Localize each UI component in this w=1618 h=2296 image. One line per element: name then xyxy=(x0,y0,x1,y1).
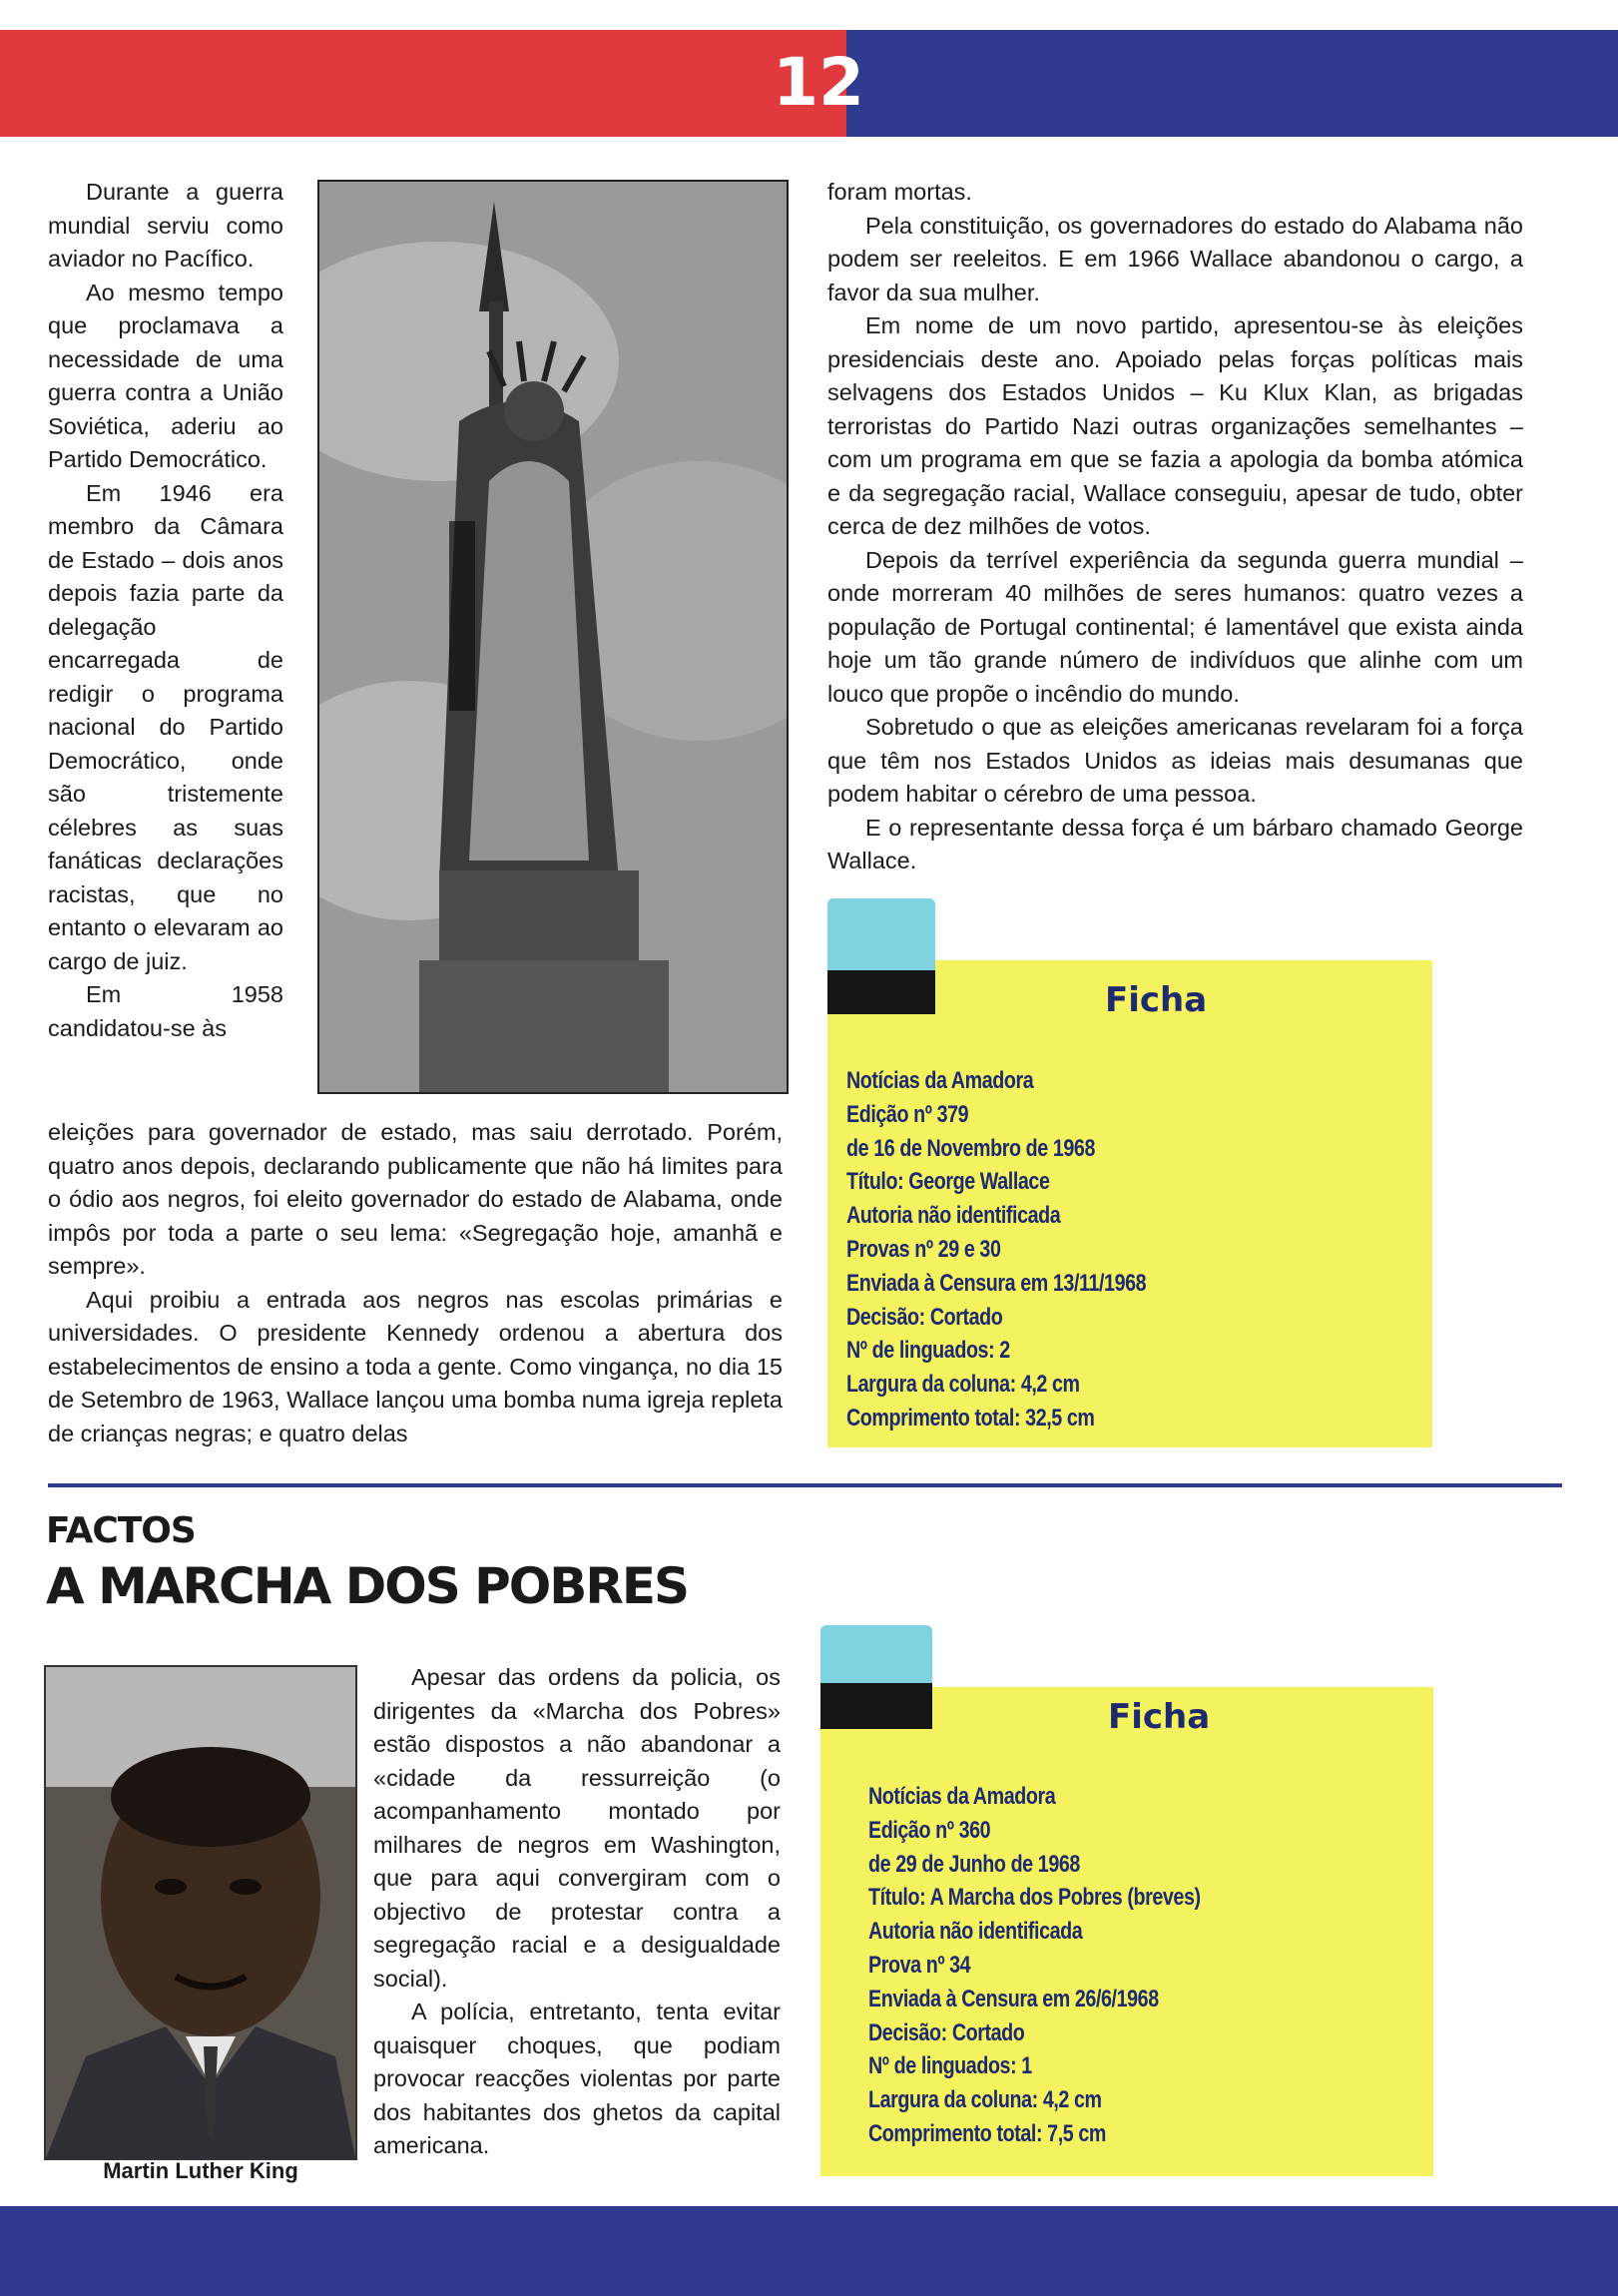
ficha-line: Comprimento total: 7,5 cm xyxy=(868,2119,1106,2147)
ficha-line: Nº de linguados: 2 xyxy=(846,1337,1010,1365)
ficha-line: Nº de linguados: 1 xyxy=(868,2052,1032,2080)
marcha-article-column xyxy=(373,1661,781,2163)
paragraph: Aqui proibiu a entrada aos negros nas escolas primárias e universidades. O presidente Kennedy ordenou a abertura dos estabelecimentos de ensino a toda a gente. Como vingança, no dia 15 de Setembro de 1963, Wallace lançou uma bomba numa igreja repleta de crianças negras; e quatro delas xyxy=(48,1286,783,1446)
ficha-details xyxy=(846,1064,1212,1435)
article-right-column xyxy=(827,176,1523,878)
header-bar-red xyxy=(0,30,846,137)
paragraph: foram mortas. xyxy=(827,179,972,205)
ficha-line: Autoria não identificada xyxy=(868,1918,1083,1946)
ficha-line: Comprimento total: 32,5 cm xyxy=(846,1404,1095,1432)
section-label: FACTOS xyxy=(46,1510,196,1551)
article-wide-column xyxy=(48,1116,783,1450)
page-number: 12 xyxy=(773,44,864,121)
footer-bar xyxy=(0,2206,1618,2296)
ficha-line: Largura da coluna: 4,2 cm xyxy=(868,2086,1102,2114)
article-narrow-column xyxy=(48,176,283,1045)
ficha-line: Título: A Marcha dos Pobres (breves) xyxy=(868,1884,1201,1912)
ficha-tab-black xyxy=(820,1683,932,1729)
ficha-tab-black xyxy=(827,970,935,1014)
paragraph: Em 1946 era membro da Câmara de Estado – dois anos depois fazia parte da delegação encarregada de redigir o programa nacional do Partido Democrático, onde são tristemente célebres as suas fanáticas declarações racistas, que no entanto o elevaram ao cargo de juiz. xyxy=(48,479,283,974)
ficha-title: Ficha xyxy=(1108,1697,1211,1737)
ficha-line: Decisão: Cortado xyxy=(846,1303,1003,1331)
ficha-line: Provas nº 29 e 30 xyxy=(846,1235,1001,1263)
ficha-line: Título: George Wallace xyxy=(846,1168,1050,1196)
header-bar-blue xyxy=(846,30,1618,137)
photo-caption: Martin Luther King xyxy=(103,2158,298,2183)
ficha-line: Edição nº 379 xyxy=(846,1100,969,1128)
ficha-line: Decisão: Cortado xyxy=(868,2018,1025,2046)
statue-of-liberty-photo xyxy=(317,180,789,1094)
ficha-line: Autoria não identificada xyxy=(846,1202,1061,1230)
paragraph: Apesar das ordens da policia, os dirigentes da «Marcha dos Pobres» estão dispostos a não abandonar a «cidade da ressurreição (o acompanhamento montado por milhares de negros em Washington, que para aqui convergiram com o objectivo de protestar contra a segregação racial e a desigualdade social). xyxy=(373,1664,781,1992)
section-title: A MARCHA DOS POBRES xyxy=(46,1557,689,1615)
paragraph: Em nome de um novo partido, apresentou-se às eleições presidenciais deste ano. Apoiado pelas forças políticas mais selvagens dos Estados Unidos – Ku Klux Klan, as brigadas terroristas do Partido Nazi outras organizações semelhantes – com um programa em que se fazia a apologia da bomba atómica e da segregação racial, Wallace conseguiu, apesar de tudo, obter cerca de dez milhões de votos. xyxy=(827,312,1523,539)
ficha-line: Prova nº 34 xyxy=(868,1951,971,1979)
martin-luther-king-photo xyxy=(44,1665,357,2160)
paragraph: Pela constituição, os governadores do estado do Alabama não podem ser reeleitos. E em 1966 Wallace abandonou o cargo, a favor da sua mulher. xyxy=(827,212,1523,305)
ficha-line: Enviada à Censura em 13/11/1968 xyxy=(846,1269,1147,1297)
paragraph: E o representante dessa força é um bárbaro chamado George Wallace. xyxy=(827,814,1523,873)
ficha-details xyxy=(868,1780,1274,2151)
ficha-line: Enviada à Censura em 26/6/1968 xyxy=(868,1985,1159,2012)
ficha-line: de 16 de Novembro de 1968 xyxy=(846,1134,1095,1162)
section-divider xyxy=(48,1483,1562,1487)
paragraph: Durante a guerra mundial serviu como aviador no Pacífico. xyxy=(48,179,283,272)
paragraph: eleições para governador de estado, mas saiu derrotado. Porém, quatro anos depois, declarando publicamente que não há limites para o ódio aos negros, foi eleito governador do estado de Alabama, onde impôs por toda a parte o seu lema: «Segregação hoje, amanhã e sempre». xyxy=(48,1119,783,1279)
ficha-line: Notícias da Amadora xyxy=(846,1067,1034,1094)
ficha-tab-blue xyxy=(827,898,935,970)
paragraph: A polícia, entretanto, tenta evitar quaisquer choques, que podiam provocar reacções violentas por parte dos habitantes dos ghetos da capital americana. xyxy=(373,1999,781,2158)
paragraph: Depois da terrível experiência da segunda guerra mundial – onde morreram 40 milhões de seres humanos: quatro vezes a população de Portugal continental; é lamentável que exista ainda hoje um tão grande número de indivíduos que alinhe com um louco que propõe o incêndio do mundo. xyxy=(827,546,1523,707)
ficha-title: Ficha xyxy=(1105,980,1208,1020)
paragraph: Em 1958 candidatou-se às xyxy=(48,981,283,1041)
paragraph: Sobretudo o que as eleições americanas revelaram foi a força que têm nos Estados Unidos as ideias mais desumanas que podem habitar o cérebro de uma pessoa. xyxy=(827,714,1523,807)
ficha-line: Notícias da Amadora xyxy=(868,1783,1056,1810)
ficha-line: de 29 de Junho de 1968 xyxy=(868,1850,1080,1878)
ficha-line: Edição nº 360 xyxy=(868,1816,991,1844)
paragraph: Ao mesmo tempo que proclamava a necessidade de uma guerra contra a União Soviética, aderiu ao Partido Democrático. xyxy=(48,279,283,472)
ficha-line: Largura da coluna: 4,2 cm xyxy=(846,1371,1080,1399)
